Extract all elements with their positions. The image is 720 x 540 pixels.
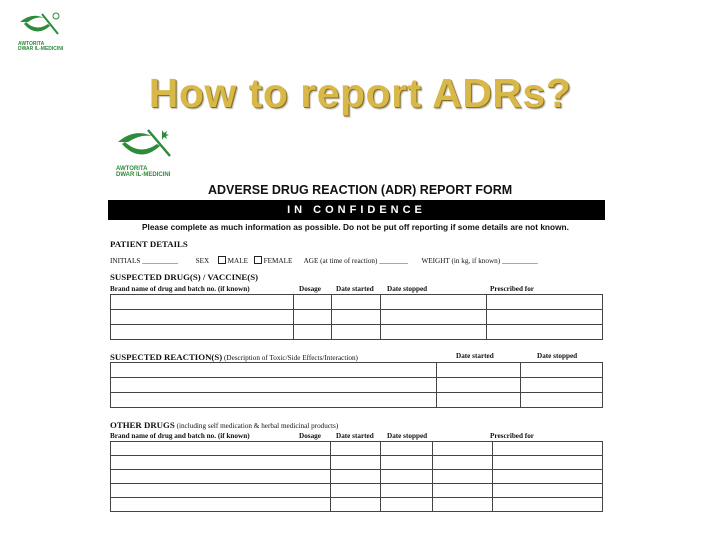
table-row [111,484,603,498]
other-drugs-col-stopped: Date stopped [387,432,428,440]
table-row [111,310,603,325]
suspected-drugs-heading: SUSPECTED DRUG(S) / VACCINE(S) [110,272,259,282]
form-logo-line1: AWTORITA [116,166,148,172]
other-drugs-col-started: Date started [336,432,374,440]
suspected-reactions-heading-rest: (Description of Toxic/Side Effects/Interaction) [223,354,358,362]
form-instructions: Please complete as much information as possible. Do not be put off reporting if some details are not known. [142,222,569,232]
slide-title: How to report ADRs? [148,70,572,116]
table-row [111,325,603,340]
form-logo [110,124,200,188]
weight-field[interactable]: WEIGHT (in kg, if known) __________ [421,257,538,265]
other-drugs-col-prescribed: Prescribed for [490,432,534,440]
other-drugs-heading [110,420,338,430]
slide-logo-line2: DWAR IL-MEDICINI [18,46,64,53]
form-logo-line2: DWAR IL-MEDICINI [116,172,171,179]
age-field[interactable]: AGE (at time of reaction) ________ [303,257,408,265]
female-label: FEMALE [263,257,293,265]
suspected-drugs-table [110,294,603,340]
table-row [111,363,603,378]
suspected-reactions-heading-bold: SUSPECTED REACTION(S) [110,352,223,362]
table-row [111,393,603,408]
other-drugs-col-brand: Brand name of drug and batch no. (if known) [110,432,250,440]
suspected-drugs-col-stopped: Date stopped [387,285,428,293]
table-row [111,442,603,456]
patient-details-heading: PATIENT DETAILS [110,239,188,249]
suspected-drugs-col-brand: Brand name of drug and batch no. (if known) [110,285,250,293]
other-drugs-table [110,441,603,512]
table-row [111,498,603,512]
suspected-reactions-heading [110,352,358,362]
reactions-col-stopped: Date stopped [537,352,578,360]
slide-logo-line1: AWTORITA [18,41,45,47]
mortar-pestle-logo-icon [14,8,64,44]
mortar-pestle-logo-icon [110,124,180,166]
confidence-banner: IN CONFIDENCE [108,200,605,220]
table-row [111,456,603,470]
other-drugs-heading-rest: (including self medication & herbal medicinal products) [176,422,339,430]
sex-label: SEX [195,257,210,265]
reactions-col-started: Date started [456,352,494,360]
male-label: MALE [227,257,249,265]
suspected-drugs-col-started: Date started [336,285,374,293]
suspected-drugs-col-prescribed: Prescribed for [490,285,534,293]
form-title: ADVERSE DRUG REACTION (ADR) REPORT FORM [208,183,513,197]
table-row [111,470,603,484]
table-row [111,295,603,310]
patient-details-row [110,256,610,265]
male-checkbox[interactable] [218,256,226,264]
suspected-drugs-col-dosage: Dosage [299,285,321,293]
slide-logo [8,8,78,58]
suspected-reactions-table [110,362,603,408]
other-drugs-col-dosage: Dosage [299,432,321,440]
female-checkbox[interactable] [254,256,262,264]
table-row [111,378,603,393]
initials-field[interactable]: INITIALS __________ [110,257,179,265]
other-drugs-heading-bold: OTHER DRUGS [110,420,175,430]
